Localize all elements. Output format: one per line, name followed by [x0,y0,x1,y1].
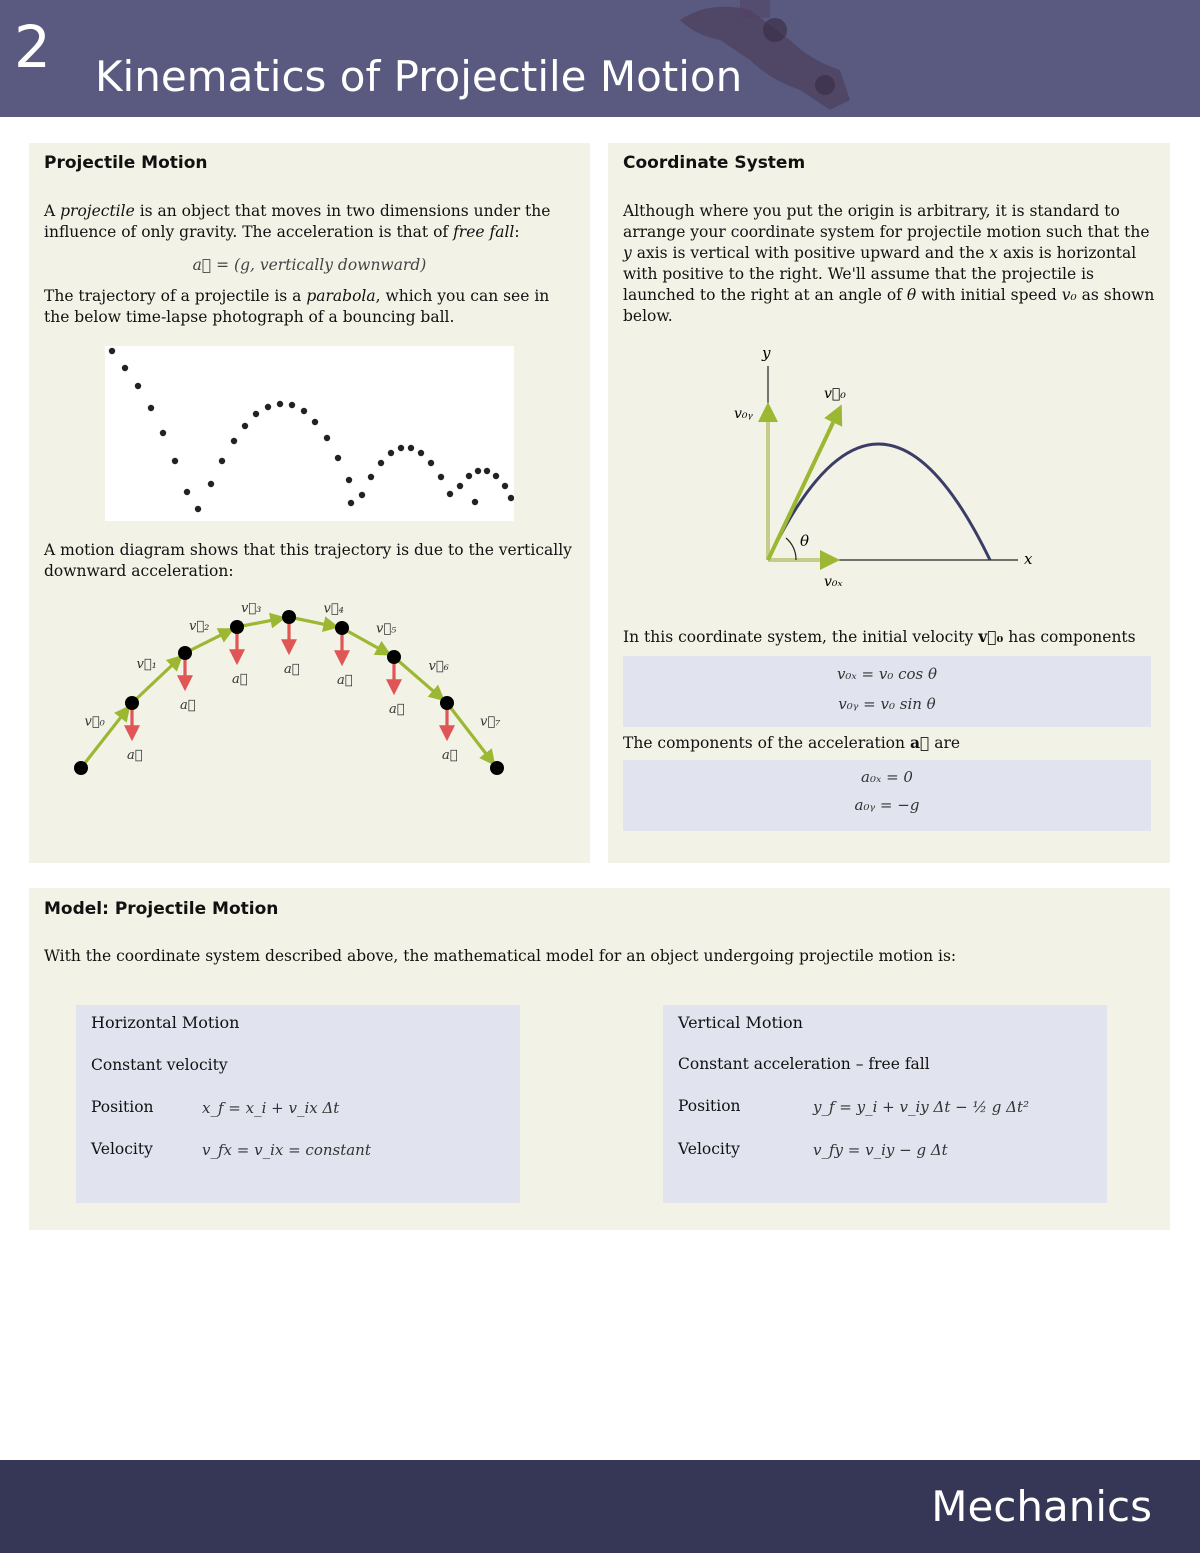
ball-image [301,408,307,414]
velocity-label: v⃗₆ [428,659,449,674]
page-footer [0,1460,1200,1553]
vertical-motion-title: Vertical Motion [678,1013,803,1032]
acceleration-label: a⃗ [442,748,458,763]
motion-diagram [69,603,569,803]
ay-equation: a₀ᵧ = −g [854,796,920,814]
v0x-equation: v₀ₓ = v₀ cos θ [836,665,938,683]
model-panel [29,888,1170,1230]
horizontal-motion-title: Horizontal Motion [91,1013,240,1032]
ball-image [208,481,214,487]
vertical-velocity-equation: v_fy = v_iy − g Δt [813,1141,948,1159]
ball-image [122,365,128,371]
ball-image [265,404,271,410]
vertical-position-label: Position [678,1097,741,1115]
coordinate-description: Although where you put the origin is arbitrary, it is standard to arrange your coordinate system for projectile motion such that the y axis is vertical with positive upward and the x axis is horizontal with positive to the right. We'll assume that the projectile is launched to the right at an angle of θ with initial speed v₀ as shown below. [623,202,1155,325]
ball-image [408,445,414,451]
horizontal-position-equation: x_f = x_i + v_ix Δt [202,1099,340,1117]
velocity-label: v⃗₅ [376,621,397,637]
ball-image [508,495,514,501]
ball-image [195,506,201,512]
velocity-label: v⃗₂ [189,619,210,634]
chapter-number: 2 [14,13,51,81]
ball-image [447,491,453,497]
chapter-header [0,0,1200,117]
velocity-label: v⃗₁ [136,657,157,672]
ball-image [135,383,141,389]
velocity-label: v⃗₃ [241,603,262,616]
ball-image [148,405,154,411]
angle-arc [786,538,796,560]
acceleration-label: a⃗ [232,672,248,687]
ball-image [475,468,481,474]
ball-image [109,348,115,354]
ball-image [398,445,404,451]
position-dot [490,761,504,775]
ball-image [472,499,478,505]
coordinate-diagram [718,338,1058,598]
acceleration-components-box [623,760,1151,831]
model-intro: With the coordinate system described above, the mathematical model for an object undergoing projectile motion is: [44,947,957,965]
ball-image [348,500,354,506]
horizontal-velocity-label: Velocity [91,1140,153,1158]
vertical-position-equation: y_f = y_i + v_iy Δt − ½ g Δt² [813,1098,1030,1116]
projectile-definition: A projectile is an object that moves in two dimensions under the influence of only gravity. The acceleration is that of free fall: [44,202,551,241]
ball-image [242,423,248,429]
velocity-label: v⃗₄ [323,603,344,617]
v0y-label: v₀ᵧ [734,406,753,422]
ball-image [253,411,259,417]
v0y-equation: v₀ᵧ = v₀ sin θ [838,695,936,713]
velocity-components-box [623,656,1151,727]
acceleration-label: a⃗ [337,673,353,688]
ball-image [484,468,490,474]
velocity-label: v⃗₀ [84,714,105,730]
v0x-label: v₀ₓ [824,574,843,590]
ball-image [502,483,508,489]
ball-image [219,458,225,464]
ball-image [184,489,190,495]
acceleration-components-text: The components of the acceleration a⃗ are [623,733,961,752]
acceleration-equation: a⃗ = (g, vertically downward) [192,256,427,274]
ball-image [428,460,434,466]
ball-image [346,477,352,483]
ball-image [335,455,341,461]
theta-label: θ [800,532,810,550]
ball-image [368,474,374,480]
velocity-label: v⃗₇ [480,714,501,730]
velocity-arrow [289,617,336,627]
horizontal-position-label: Position [91,1098,154,1116]
velocity-components-text: In this coordinate system, the initial velocity v⃗₀ has components [623,627,1136,646]
panel-title: Projectile Motion [44,153,208,173]
ball-image [457,483,463,489]
vertical-velocity-label: Velocity [678,1140,740,1158]
velocity-arrow [237,618,283,627]
vertical-subtitle: Constant acceleration – free fall [678,1055,930,1073]
acceleration-label: a⃗ [389,702,405,717]
y-axis-label: y [762,344,771,362]
coordinate-system-panel [608,143,1170,863]
ball-image [172,458,178,464]
ball-image [160,430,166,436]
projectile-motion-panel [29,143,590,863]
ball-image [231,438,237,444]
trajectory-text: The trajectory of a projectile is a parabola, which you can see in the below time-lapse photograph of a bouncing ball. [44,287,550,326]
horizontal-subtitle: Constant velocity [91,1056,228,1074]
chapter-title: Kinematics of Projectile Motion [95,52,743,101]
x-axis-label: x [1024,550,1033,568]
ball-image [378,460,384,466]
ball-image [438,474,444,480]
acceleration-label: a⃗ [180,698,196,713]
v0-label: v⃗₀ [824,386,846,402]
ball-image [289,402,295,408]
ball-image [388,450,394,456]
position-dot [178,646,192,660]
panel-title: Coordinate System [623,153,806,173]
ball-image [324,435,330,441]
ax-equation: a₀ₓ = 0 [861,768,913,786]
acceleration-label: a⃗ [127,748,143,763]
ball-image [418,450,424,456]
position-dot [440,696,454,710]
horizontal-motion-box [76,1005,520,1203]
position-dot [282,610,296,624]
ball-image [277,401,283,407]
horizontal-velocity-equation: v_fx = v_ix = constant [202,1141,371,1159]
position-dot [125,696,139,710]
bouncing-ball-photo [105,346,514,521]
ball-image [359,492,365,498]
footer-label: Mechanics [931,1482,1152,1531]
panel-title: Model: Projectile Motion [44,899,279,919]
position-dot [74,761,88,775]
ball-image [466,473,472,479]
vertical-motion-box [663,1005,1107,1203]
acceleration-label: a⃗ [284,662,300,677]
ball-image [312,419,318,425]
position-dot [335,621,349,635]
position-dot [387,650,401,664]
motion-diagram-text: A motion diagram shows that this trajectory is due to the vertically downward acceleration: [44,541,572,580]
position-dot [230,620,244,634]
ball-image [493,473,499,479]
